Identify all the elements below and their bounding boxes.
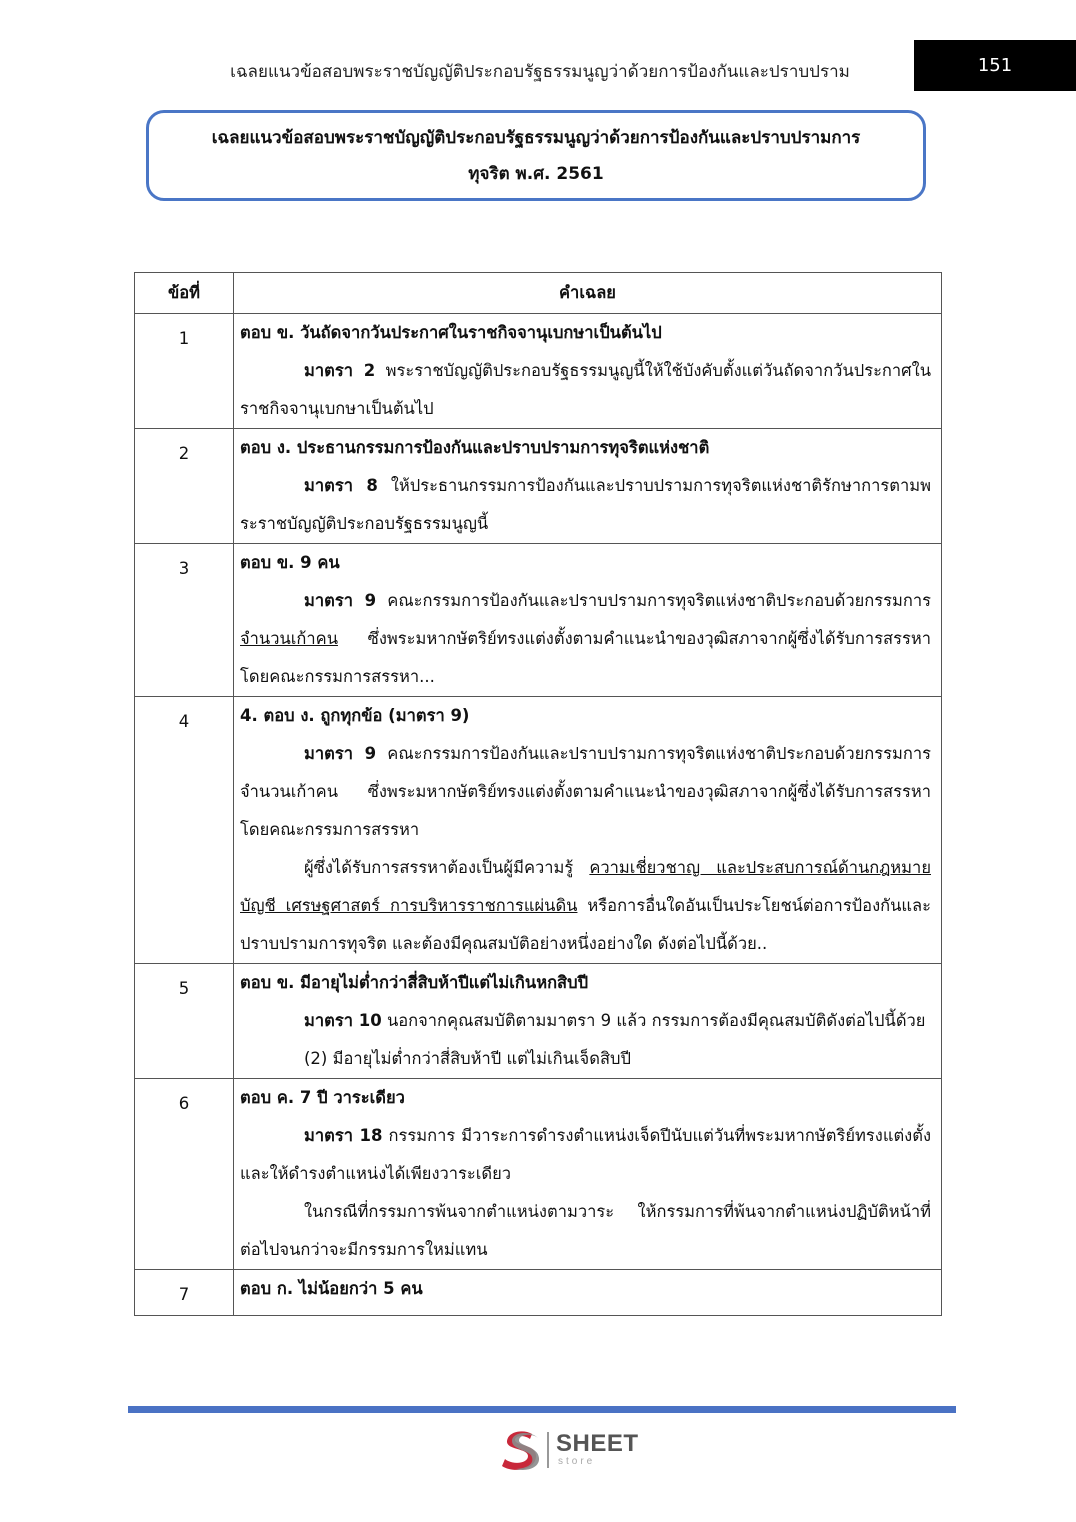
explanation-text: คณะกรรมการป้องกันและปราบปรามการทุจริตแห่งชาติประกอบด้วยกรรมการจำนวนเก้าคน ซึ่งพระมหากษัตริย์ทรงแต่งตั้งตามคำแนะนำของวุฒิสภาจากผู้ซึ่งได้รับการสรรหาโดยคณะกรรมการสรรหา [240,744,931,839]
explanation-paragraph: (2) มีอายุไม่ต่ำกว่าสี่สิบห้าปี แต่ไม่เกินเจ็ดสิบปี [304,1049,631,1068]
underlined-text: ความเชี่ยวชาญ และประสบการณ์ด้านกฎหมาย บัญชี เศรษฐศาสตร์ การบริหารราชการแผ่นดิน [240,858,931,915]
table-row [135,697,942,964]
answer-line: ตอบ ค. 7 ปี วาระเดียว [240,1088,405,1107]
explanation-text: นอกจากคุณสมบัติตามมาตรา 9 แล้ว กรรมการต้องมีคุณสมบัติดังต่อไปนี้ด้วย [381,1011,926,1030]
answer-line: ตอบ ข. วันถัดจากวันประกาศในราชกิจจานุเบกษาเป็นต้นไป [240,323,662,342]
answer-line: 4. ตอบ ง. ถูกทุกข้อ (มาตรา 9) [240,706,470,725]
explanation-text: หรือการอื่นใดอันเป็นประโยชน์ต่อการป้องกันและปราบปรามการทุจริต และต้องมีคุณสมบัติอย่างหนึ่งอย่างใด ดังต่อไปนี้ด้วย.. [240,896,931,953]
table-row [135,544,942,697]
explanation-paragraph: ในกรณีที่กรรมการพ้นจากตำแหน่งตามวาระ ให้กรรมการที่พ้นจากตำแหน่งปฏิบัติหน้าที่ต่อไปจนกว่าจะมีกรรมการใหม่แทน [240,1202,931,1259]
explanation-paragraph [240,467,931,543]
row-answer-cell [234,544,942,697]
sheet-store-logo [498,1428,648,1472]
sheet-store-s-icon [498,1428,544,1472]
page-number-box [914,40,1076,91]
row-answer-cell [234,429,942,544]
row-number: 2 [135,429,234,544]
explanation-paragraph [240,735,931,849]
table-row [135,1079,942,1270]
explanation-text: ซึ่งพระมหากษัตริย์ทรงแต่งตั้งตามคำแนะนำของวุฒิสภาจากผู้ซึ่งได้รับการสรรหาโดยคณะกรรมการสรรหา... [240,629,931,686]
page-number: 151 [977,55,1013,76]
explanation-paragraph [240,352,931,428]
section-ref: มาตรา 18 [304,1126,383,1145]
running-header-title: เฉลยแนวข้อสอบพระราชบัญญัติประกอบรัฐธรรมนูญว่าด้วยการป้องกันและปราบปราม [230,62,850,82]
logo-divider [547,1432,549,1468]
row-answer-cell [234,697,942,964]
answer-line: ตอบ ข. มีอายุไม่ต่ำกว่าสี่สิบห้าปีแต่ไม่เกินหกสิบปี [240,973,589,992]
row-number: 4 [135,697,234,964]
section-ref: มาตรา 10 [304,1011,382,1030]
explanation-text: ให้ประธานกรรมการป้องกันและปราบปรามการทุจริตแห่งชาติรักษาการตามพระราชบัญญัติประกอบรัฐธรรมนูญนี้ [240,476,931,533]
answer-line: ตอบ ก. ไม่น้อยกว่า 5 คน [240,1279,423,1298]
document-title-line-2: ทุจริต พ.ศ. 2561 [468,163,604,184]
explanation-text: พระราชบัญญัติประกอบรัฐธรรมนูญนี้ให้ใช้บังคับตั้งแต่วันถัดจากวันประกาศในราชกิจจานุเบกษาเป็นต้นไป [240,361,931,418]
row-number: 7 [135,1270,234,1316]
explanation-paragraph [240,1002,931,1040]
footer-rule [128,1406,956,1413]
row-number: 1 [135,314,234,429]
explanation-text: คณะกรรมการป้องกันและปราบปรามการทุจริตแห่งชาติประกอบด้วยกรรมการ [376,591,931,610]
row-answer-cell [234,314,942,429]
table-row [135,314,942,429]
answer-line: ตอบ ง. ประธานกรรมการป้องกันและปราบปรามการทุจริตแห่งชาติ [240,438,710,457]
column-header-answer: คำเฉลย [234,273,942,314]
row-answer-cell [234,1079,942,1270]
table-row [135,429,942,544]
answer-table [134,272,942,1316]
table-row [135,1270,942,1316]
table-header-row [135,273,942,314]
row-number: 6 [135,1079,234,1270]
explanation-text: กรรมการ มีวาระการดำรงตำแหน่งเจ็ดปีนับแต่วันที่พระมหากษัตริย์ทรงแต่งตั้งและให้ดำรงตำแหน่งได้เพียงวาระเดียว [240,1126,931,1183]
row-answer-cell [234,964,942,1079]
document-title-box [146,110,926,201]
row-number: 3 [135,544,234,697]
section-ref: มาตรา 2 [304,361,376,380]
explanation-paragraph [240,582,931,696]
explanation-paragraph [240,1117,931,1193]
answer-line: ตอบ ข. 9 คน [240,553,340,572]
explanation-text: ผู้ซึ่งได้รับการสรรหาต้องเป็นผู้มีความรู้ [304,858,590,877]
table-row [135,964,942,1079]
row-answer-cell [234,1270,942,1316]
row-number: 5 [135,964,234,1079]
logo-wordmark: SHEET [556,1430,639,1457]
section-ref: มาตรา 9 [304,744,377,763]
explanation-paragraph [240,849,931,963]
section-ref: มาตรา 9 [304,591,377,610]
column-header-number: ข้อที่ [135,273,234,314]
document-title-line-1: เฉลยแนวข้อสอบพระราชบัญญัติประกอบรัฐธรรมนูญว่าด้วยการป้องกันและปราบปรามการ [211,127,861,148]
underlined-text: จำนวนเก้าคน [240,629,338,648]
section-ref: มาตรา 8 [304,476,378,495]
logo-subtext: store [558,1456,596,1467]
